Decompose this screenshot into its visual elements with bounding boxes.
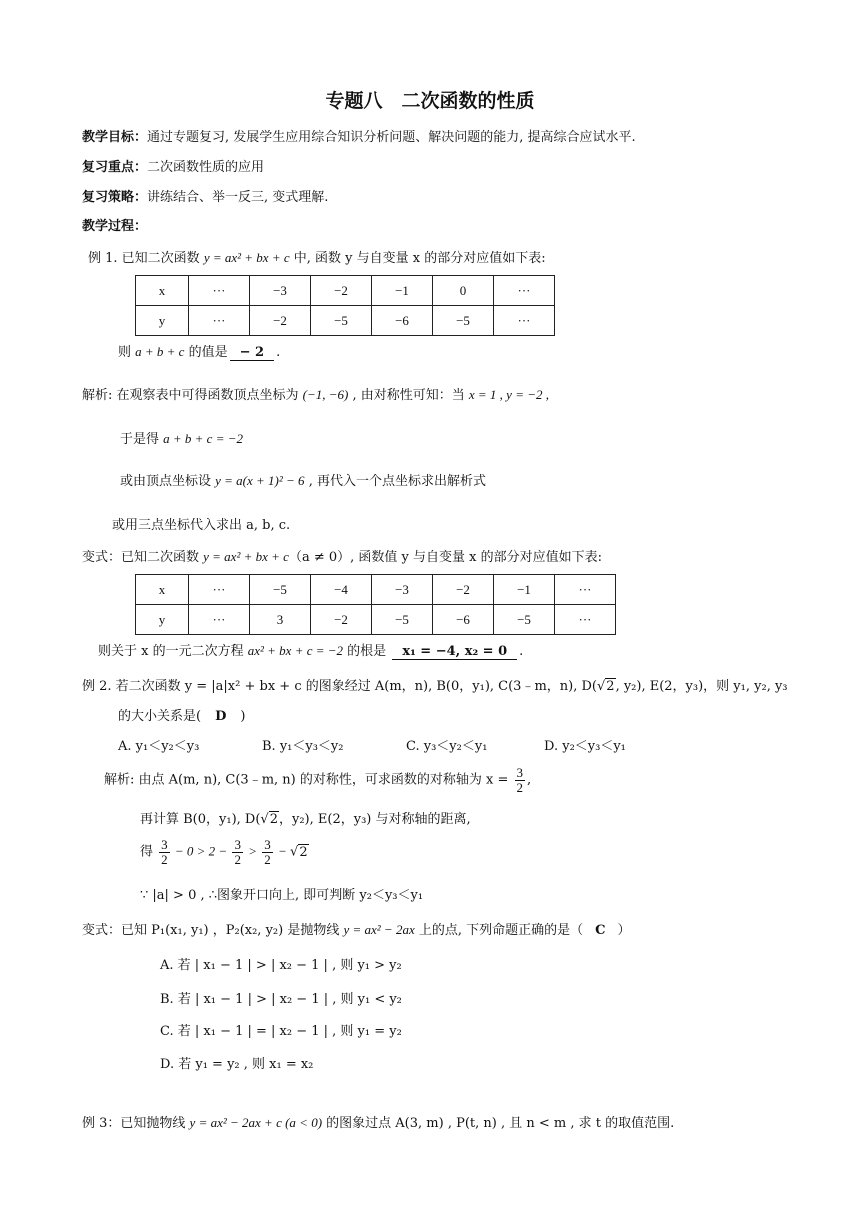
variant2-statement bbox=[82, 919, 631, 938]
solution1-condition: x = 1 , y = −2 , bbox=[468, 387, 549, 402]
solution1-text-a: 解析: 在观察表中可得函数顶点坐标为 bbox=[82, 388, 303, 403]
solution1-text-b: , 由对称性可知：当 bbox=[348, 388, 469, 403]
objectives-line bbox=[82, 126, 636, 145]
variant2-text-c: ） bbox=[617, 923, 631, 938]
table-cell: ··· bbox=[555, 575, 616, 605]
variant1-question bbox=[98, 640, 523, 660]
solution2-term2: > bbox=[244, 843, 261, 859]
variant1-table bbox=[135, 574, 616, 635]
objectives-label: 教学目标： bbox=[82, 130, 148, 145]
table-cell: ··· bbox=[189, 575, 250, 605]
sqrt-symbol: √2 bbox=[290, 844, 308, 860]
fraction-three-halves bbox=[159, 838, 170, 866]
example3-equation: y = ax² − 2ax + c (a < 0) bbox=[189, 1115, 323, 1130]
focus-line bbox=[82, 156, 264, 175]
example1-question-a: 则 bbox=[118, 345, 136, 360]
table-cell: −1 bbox=[372, 276, 433, 306]
table-cell: −4 bbox=[311, 575, 372, 605]
table-row bbox=[136, 306, 555, 336]
table-cell: −2 bbox=[250, 306, 311, 336]
table-cell: −5 bbox=[494, 605, 555, 635]
fraction-denominator: 2 bbox=[234, 851, 241, 867]
example3-statement bbox=[82, 1112, 674, 1131]
table-cell: ··· bbox=[189, 605, 250, 635]
sqrt-argument: 2 bbox=[299, 844, 308, 860]
example3-text-a: 例 3：已知抛物线 bbox=[82, 1116, 190, 1131]
solution1-line3-eq: y = a(x + 1)² − 6 bbox=[215, 473, 305, 488]
table-cell: −5 bbox=[250, 575, 311, 605]
table-cell: y bbox=[136, 306, 189, 336]
table-cell: −2 bbox=[433, 575, 494, 605]
table-cell: −5 bbox=[311, 306, 372, 336]
example1-question-end: . bbox=[276, 345, 281, 360]
sqrt-symbol: √2 bbox=[596, 679, 615, 694]
fraction-three-halves bbox=[232, 838, 243, 866]
example2-text-b: , y₂), E(2，y₃)，则 y₁, y₂, y₃ bbox=[615, 679, 788, 694]
variant2-option-d: D. 若 y₁ = y₂ , 则 x₁ = x₂ bbox=[160, 1057, 314, 1072]
example1-answer: − 2 bbox=[230, 345, 274, 361]
variant1-question-end: . bbox=[519, 644, 524, 659]
table-row bbox=[136, 605, 616, 635]
fraction-three-halves bbox=[515, 766, 526, 794]
example1-equation: y = ax² + bx + c bbox=[203, 250, 290, 265]
table-cell: −6 bbox=[372, 306, 433, 336]
table-cell: ··· bbox=[555, 605, 616, 635]
table-cell: −1 bbox=[494, 575, 555, 605]
variant1-text-b: , 函数值 y 与自变量 x 的部分对应值如下表: bbox=[350, 550, 602, 565]
example2-option-c: C. y₃＜y₂＜y₁ bbox=[406, 739, 488, 754]
example2-question-a: 的大小关系是( bbox=[118, 709, 202, 724]
fraction-numerator: 3 bbox=[234, 837, 241, 852]
variant2-text-a: 变式：已知 P₁(x₁, y₁) ，P₂(x₂, y₂) 是抛物线 bbox=[82, 923, 344, 938]
example1-question-expr: a + b + c bbox=[135, 344, 185, 359]
example2-answer: D bbox=[215, 709, 227, 724]
solution2-line4: ∵ |a| > 0 , ∴图象开口向上, 即可判断 y₂＜y₃＜y₁ bbox=[140, 888, 424, 903]
example2-option-d: D. y₂＜y₃＜y₁ bbox=[544, 739, 626, 754]
variant2-option-b: B. 若 | x₁ − 1 | > | x₂ − 1 | , 则 y₁ < y₂ bbox=[160, 992, 402, 1007]
example3-text-b: 的图象过点 A(3, m) , P(t, n) , 且 n < m , 求 t 的取值范围. bbox=[322, 1116, 675, 1131]
variant1-answer: x₁ = −4, x₂ = 0 bbox=[392, 644, 517, 660]
focus-text: 二次函数性质的应用 bbox=[147, 160, 265, 175]
example2-question-b: ) bbox=[240, 709, 246, 724]
solution2-line1 bbox=[104, 766, 531, 794]
variant1-statement bbox=[82, 546, 602, 565]
fraction-three-halves bbox=[262, 838, 273, 866]
page-title: 专题八 二次函数的性质 bbox=[325, 90, 535, 112]
variant2-text-b: 上的点, 下列命题正确的是（ bbox=[414, 923, 584, 938]
example1-question-b: 的值是 bbox=[184, 345, 228, 360]
table-cell: −3 bbox=[250, 276, 311, 306]
table-cell: −6 bbox=[433, 605, 494, 635]
solution2-line3-text-a: 得 bbox=[140, 844, 158, 860]
solution2-line2 bbox=[140, 808, 471, 827]
solution2-term1: − 0 > 2 − bbox=[171, 843, 231, 859]
example1-question bbox=[118, 341, 280, 361]
variant1-question-a: 则关于 x 的一元二次方程 bbox=[98, 644, 248, 659]
solution1-line4: 或用三点坐标代入求出 a, b, c. bbox=[112, 518, 291, 533]
strategy-label: 复习策略： bbox=[82, 190, 148, 205]
solution1-line3-text-a: 或由顶点坐标设 bbox=[120, 474, 216, 489]
example1-text-a: 例 1. 已知二次函数 bbox=[88, 251, 204, 266]
variant1-equation: y = ax² + bx + c bbox=[203, 549, 289, 564]
strategy-text: 讲练结合、举一反三, 变式理解. bbox=[147, 190, 329, 205]
fraction-numerator: 3 bbox=[161, 837, 168, 852]
table-cell: 3 bbox=[250, 605, 311, 635]
table-cell: ··· bbox=[189, 306, 250, 336]
table-cell: ··· bbox=[494, 276, 555, 306]
process-label: 教学过程： bbox=[82, 219, 148, 234]
example1-statement bbox=[88, 247, 546, 266]
sqrt-argument: 2 bbox=[269, 812, 278, 827]
fraction-denominator: 2 bbox=[161, 851, 168, 867]
table-cell: −3 bbox=[372, 575, 433, 605]
table-row bbox=[136, 276, 555, 306]
example2-option-b: B. y₁＜y₃＜y₂ bbox=[262, 739, 344, 754]
example2-option-a: A. y₁＜y₂＜y₃ bbox=[118, 739, 200, 754]
table-cell: x bbox=[136, 575, 189, 605]
fraction-denominator: 2 bbox=[516, 779, 523, 795]
solution1-line1 bbox=[82, 384, 549, 403]
table-row bbox=[136, 575, 616, 605]
solution2-text-b: , bbox=[527, 772, 532, 788]
table-cell: x bbox=[136, 276, 189, 306]
solution2-term3: − bbox=[274, 843, 291, 859]
solution2-line3 bbox=[140, 838, 309, 866]
example2-line1 bbox=[82, 675, 788, 694]
table-cell: y bbox=[136, 605, 189, 635]
example2-line2 bbox=[118, 705, 245, 724]
variant2-equation: y = ax² − 2ax bbox=[343, 922, 415, 937]
table-cell: −5 bbox=[433, 306, 494, 336]
fraction-numerator: 3 bbox=[264, 837, 271, 852]
solution2-line2-text-a: 再计算 B(0，y₁), D( bbox=[140, 812, 261, 827]
variant1-question-eq: ax² + bx + c = −2 bbox=[247, 643, 344, 658]
example2-text-a: 例 2. 若二次函数 y = |a|x² + bx + c 的图象经过 A(m，n), B(0，y₁), C(3﹣m，n), D( bbox=[82, 679, 597, 694]
fraction-numerator: 3 bbox=[516, 765, 523, 780]
table-cell: ··· bbox=[189, 276, 250, 306]
solution1-line2-text: 于是得 bbox=[120, 432, 164, 447]
sqrt-argument: 2 bbox=[606, 679, 615, 694]
table-cell: −2 bbox=[311, 276, 372, 306]
example1-text-b: 中, 函数 y 与自变量 x 的部分对应值如下表: bbox=[289, 251, 546, 266]
solution1-line2-eq: a + b + c = −2 bbox=[163, 431, 244, 446]
solution1-line3-text-b: , 再代入一个点坐标求出解析式 bbox=[304, 474, 486, 489]
solution1-line2 bbox=[120, 428, 243, 447]
variant2-option-a: A. 若 | x₁ − 1 | > | x₂ − 1 | , 则 y₁ > y₂ bbox=[160, 958, 402, 973]
variant2-option-c: C. 若 | x₁ − 1 | = | x₂ − 1 | , 则 y₁ = y₂ bbox=[160, 1024, 402, 1039]
solution1-line3 bbox=[120, 470, 486, 489]
example1-table bbox=[135, 275, 555, 336]
variant1-condition: （a ≠ 0） bbox=[288, 550, 351, 565]
table-cell: −5 bbox=[372, 605, 433, 635]
variant2-answer: C bbox=[595, 923, 606, 938]
objectives-text: 通过专题复习, 发展学生应用综合知识分析问题、解决问题的能力, 提高综合应试水平. bbox=[147, 130, 636, 145]
fraction-denominator: 2 bbox=[264, 851, 271, 867]
table-cell: −2 bbox=[311, 605, 372, 635]
table-cell: ··· bbox=[494, 306, 555, 336]
focus-label: 复习重点： bbox=[82, 160, 148, 175]
sqrt-symbol: √2 bbox=[260, 812, 278, 827]
solution1-vertex: (−1, −6) bbox=[302, 387, 349, 402]
table-cell: 0 bbox=[433, 276, 494, 306]
variant1-question-b: 的根是 bbox=[343, 644, 387, 659]
variant1-text-a: 变式：已知二次函数 bbox=[82, 550, 204, 565]
solution2-text-a: 解析: 由点 A(m, n), C(3﹣m, n) 的对称性，可求函数的对称轴为 x = bbox=[104, 772, 513, 788]
strategy-line bbox=[82, 186, 328, 205]
solution2-line2-text-b: ，y₂), E(2，y₃) 与对称轴的距离, bbox=[279, 812, 471, 827]
